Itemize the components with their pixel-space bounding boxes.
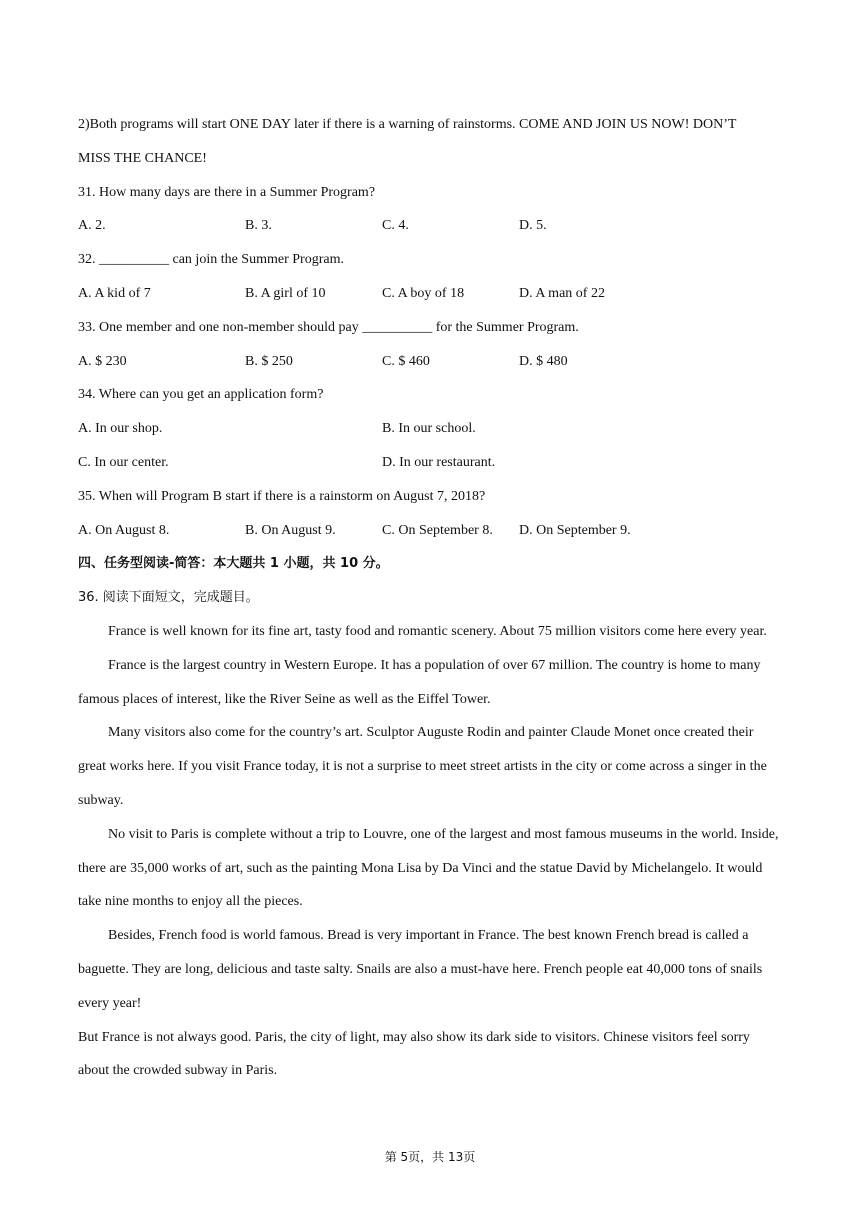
intro-line-1: 2)Both programs will start ONE DAY later if there is a warning of rainstorms. COME AND JOIN US NOW! DON’T (78, 117, 737, 132)
intro-line-2: MISS THE CHANCE! (78, 150, 207, 166)
question-34-options-row-2 (78, 446, 784, 480)
option-b: B. In our school. (382, 421, 476, 437)
option-d: D. $ 480 (519, 353, 568, 369)
question-33-options (78, 345, 784, 379)
question-36-stem: 36. 阅读下面短文，完成题目。 (78, 590, 259, 606)
question-32-stem: 32. __________ can join the Summer Program. (78, 252, 344, 268)
passage-paragraph-6: But France is not always good. Paris, the city of light, may also show its dark side to visitors. Chinese visitors feel sorry about the crowded subway in Paris. (78, 1029, 750, 1079)
option-d: D. On September 9. (519, 522, 631, 538)
option-d: D. 5. (519, 218, 547, 234)
passage-paragraph-4: No visit to Paris is complete without a trip to Louvre, one of the largest and most famous museums in the world. Inside, there are 35,000 works of art, such as the painting Mona Lisa by Da Vinci and the statue David by Michelangelo. It would take nine months to enjoy all the pieces. (78, 826, 779, 910)
page-content (78, 108, 784, 1088)
option-c: C. $ 460 (382, 353, 430, 369)
page-number-footer: 第 5页，共 13页 (384, 1150, 476, 1164)
passage-paragraph-1: France is well known for its fine art, tasty food and romantic scenery. About 75 million visitors come here every year. (108, 623, 767, 639)
option-c: C. 4. (382, 218, 409, 234)
option-a: A. A kid of 7 (78, 285, 151, 301)
option-a: A. In our shop. (78, 421, 163, 437)
option-b: B. A girl of 10 (245, 285, 326, 301)
question-34-options-row-1 (78, 412, 784, 446)
question-34-stem: 34. Where can you get an application form? (78, 387, 324, 403)
option-d: D. In our restaurant. (382, 454, 496, 470)
option-a: A. On August 8. (78, 522, 170, 538)
section-heading: 四、任务型阅读-简答：本大题共 1 小题，共 10 分。 (78, 556, 389, 572)
option-b: B. 3. (245, 218, 272, 234)
option-c: C. In our center. (78, 454, 169, 470)
question-35-stem: 35. When will Program B start if there is a rainstorm on August 7, 2018? (78, 488, 486, 504)
question-31-stem: 31. How many days are there in a Summer Program? (78, 184, 376, 200)
option-a: A. $ 230 (78, 353, 127, 369)
option-c: C. On September 8. (382, 522, 493, 538)
option-b: B. $ 250 (245, 353, 293, 369)
question-32-options (78, 277, 784, 311)
option-b: B. On August 9. (245, 522, 336, 538)
option-c: C. A boy of 18 (382, 285, 465, 301)
passage-paragraph-5: Besides, French food is world famous. Bread is very important in France. The best known French bread is called a baguette. They are long, delicious and taste salty. Snails are also a must-have here. French people eat 40,000 tons of snails every year! (78, 928, 763, 1011)
question-31-options (78, 209, 784, 243)
passage-paragraph-3: Many visitors also come for the country’s art. Sculptor Auguste Rodin and painter Claude Monet once created their great works here. If you visit France today, it is not a surprise to meet street artists in the city or come across a singer in the subway. (78, 725, 767, 808)
passage-paragraph-2: France is the largest country in Western Europe. It has a population of over 67 million. The country is home to many famous places of interest, like the River Seine as well as the Eiffel Tower. (78, 657, 761, 707)
option-a: A. 2. (78, 218, 106, 234)
question-35-options (78, 514, 784, 548)
option-d: D. A man of 22 (519, 285, 605, 301)
question-33-stem: 33. One member and one non-member should pay __________ for the Summer Program. (78, 319, 579, 335)
